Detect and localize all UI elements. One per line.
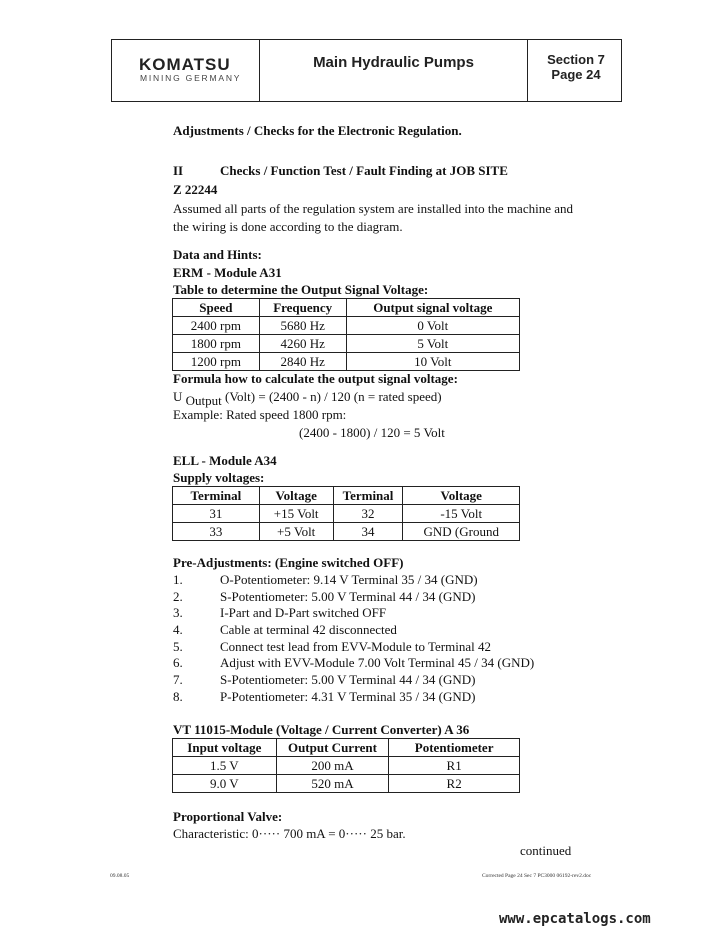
- table-cell: 4260 Hz: [259, 335, 346, 353]
- table-cell: 32: [333, 505, 403, 523]
- vt-module-heading: VT 11015-Module (Voltage / Current Converter) A 36: [173, 722, 470, 737]
- table-row: [173, 775, 520, 793]
- list-item: S-Potentiometer: 5.00 V Terminal 44 / 34 (GND): [220, 672, 476, 687]
- section-label: Section 7: [547, 52, 605, 67]
- formula-expression: (Volt) = (2400 - n) / 120 (n = rated speed): [225, 389, 442, 404]
- table-cell: 2840 Hz: [259, 353, 346, 371]
- table-cell: 33: [173, 523, 260, 541]
- table-row: [173, 353, 520, 371]
- list-item: I-Part and D-Part switched OFF: [220, 605, 387, 620]
- table-cell: 10 Volt: [346, 353, 519, 371]
- column-header: Terminal: [173, 487, 260, 505]
- table-cell: GND (Ground: [403, 523, 520, 541]
- list-item: Connect test lead from EVV-Module to Terminal 42: [220, 639, 491, 654]
- column-header: Voltage: [403, 487, 520, 505]
- erm-table-title: Table to determine the Output Signal Voltage:: [173, 282, 429, 297]
- table-cell: 5680 Hz: [259, 317, 346, 335]
- supply-voltages-heading: Supply voltages:: [173, 470, 265, 485]
- list-item: O-Potentiometer: 9.14 V Terminal 35 / 34 (GND): [220, 572, 478, 587]
- intro-paragraph-line-2: the wiring is done according to the diagram.: [173, 219, 403, 234]
- intro-paragraph-line-1: Assumed all parts of the regulation system are installed into the machine and: [173, 201, 574, 216]
- list-item-number: 5.: [173, 639, 183, 654]
- table-row: [173, 505, 520, 523]
- table-cell: R2: [389, 775, 520, 793]
- list-item: Cable at terminal 42 disconnected: [220, 622, 397, 637]
- list-item-number: 3.: [173, 605, 183, 620]
- example-line: Example: Rated speed 1800 rpm:: [173, 407, 347, 422]
- table-cell: 9.0 V: [173, 775, 277, 793]
- logo-cell: [112, 40, 260, 101]
- header-box: [111, 39, 622, 102]
- table-row: [173, 317, 520, 335]
- table-cell: +15 Volt: [259, 505, 333, 523]
- table-cell: R1: [389, 757, 520, 775]
- list-item-number: 1.: [173, 572, 183, 587]
- column-header: Output Current: [276, 739, 389, 757]
- column-header: Output signal voltage: [346, 299, 519, 317]
- list-item-number: 4.: [173, 622, 183, 637]
- erm-module-heading: ERM - Module A31: [173, 265, 282, 280]
- column-header: Terminal: [333, 487, 403, 505]
- formula-line: [173, 388, 442, 408]
- proportional-valve-heading: Proportional Valve:: [173, 809, 283, 824]
- table-cell: 200 mA: [276, 757, 389, 775]
- list-item-number: 6.: [173, 655, 183, 670]
- komatsu-logo: KOMATSU: [139, 55, 231, 74]
- table-cell: 1200 rpm: [173, 353, 260, 371]
- column-header: Input voltage: [173, 739, 277, 757]
- vt-converter-table: [172, 738, 520, 793]
- table-header-row: [173, 487, 520, 505]
- list-item-number: 7.: [173, 672, 183, 687]
- table-cell: +5 Volt: [259, 523, 333, 541]
- table-row: [173, 335, 520, 353]
- list-item-number: 8.: [173, 689, 183, 704]
- list-item-number: 2.: [173, 589, 183, 604]
- table-cell: 5 Volt: [346, 335, 519, 353]
- table-cell: 520 mA: [276, 775, 389, 793]
- section-cell: [527, 40, 623, 101]
- formula-subscript: Output: [185, 393, 222, 408]
- table-header-row: [173, 739, 520, 757]
- column-header: Potentiometer: [389, 739, 520, 757]
- formula-title: Formula how to calculate the output signal voltage:: [173, 371, 458, 386]
- reference-code: Z 22244: [173, 182, 218, 197]
- table-cell: 34: [333, 523, 403, 541]
- footer-date: 09.08.05: [110, 873, 130, 879]
- table-row: [173, 757, 520, 775]
- table-row: [173, 523, 520, 541]
- main-heading: Adjustments / Checks for the Electronic Regulation.: [173, 123, 462, 138]
- table-cell: 1800 rpm: [173, 335, 260, 353]
- column-header: Voltage: [259, 487, 333, 505]
- table-cell: 31: [173, 505, 260, 523]
- subsection-title: Checks / Function Test / Fault Finding at JOB SITE: [220, 163, 508, 178]
- continued-note: continued: [520, 843, 572, 858]
- column-header: Frequency: [259, 299, 346, 317]
- footer-filename: Corrected Page 24 Sec 7 PC3000 06192-rev2.doc: [482, 873, 592, 879]
- subsection-number: II: [173, 163, 184, 178]
- table-cell: 1.5 V: [173, 757, 277, 775]
- list-item: Adjust with EVV-Module 7.00 Volt Terminal 45 / 34 (GND): [220, 655, 535, 670]
- valve-characteristic: Characteristic: 0····· 700 mA = 0····· 25 bar.: [173, 826, 406, 841]
- formula-u: U: [173, 389, 183, 404]
- table-cell: -15 Volt: [403, 505, 520, 523]
- erm-voltage-table: [172, 298, 520, 371]
- list-item: S-Potentiometer: 5.00 V Terminal 44 / 34 (GND): [220, 589, 476, 604]
- table-cell: 0 Volt: [346, 317, 519, 335]
- logo-subtitle: MINING GERMANY: [140, 73, 242, 83]
- supply-voltage-table: [172, 486, 520, 541]
- pre-adjustments-heading: Pre-Adjustments: (Engine switched OFF): [173, 555, 404, 570]
- table-header-row: [173, 299, 520, 317]
- list-item: P-Potentiometer: 4.31 V Terminal 35 / 34 (GND): [220, 689, 476, 704]
- data-hints-heading: Data and Hints:: [173, 247, 262, 262]
- column-header: Speed: [173, 299, 260, 317]
- ell-module-heading: ELL - Module A34: [173, 453, 277, 468]
- watermark-text: www.epcatalogs.com: [499, 911, 651, 927]
- table-cell: 2400 rpm: [173, 317, 260, 335]
- example-calculation: (2400 - 1800) / 120 = 5 Volt: [299, 425, 445, 440]
- page-label: Page 24: [551, 67, 601, 82]
- page-title: Main Hydraulic Pumps: [313, 54, 474, 71]
